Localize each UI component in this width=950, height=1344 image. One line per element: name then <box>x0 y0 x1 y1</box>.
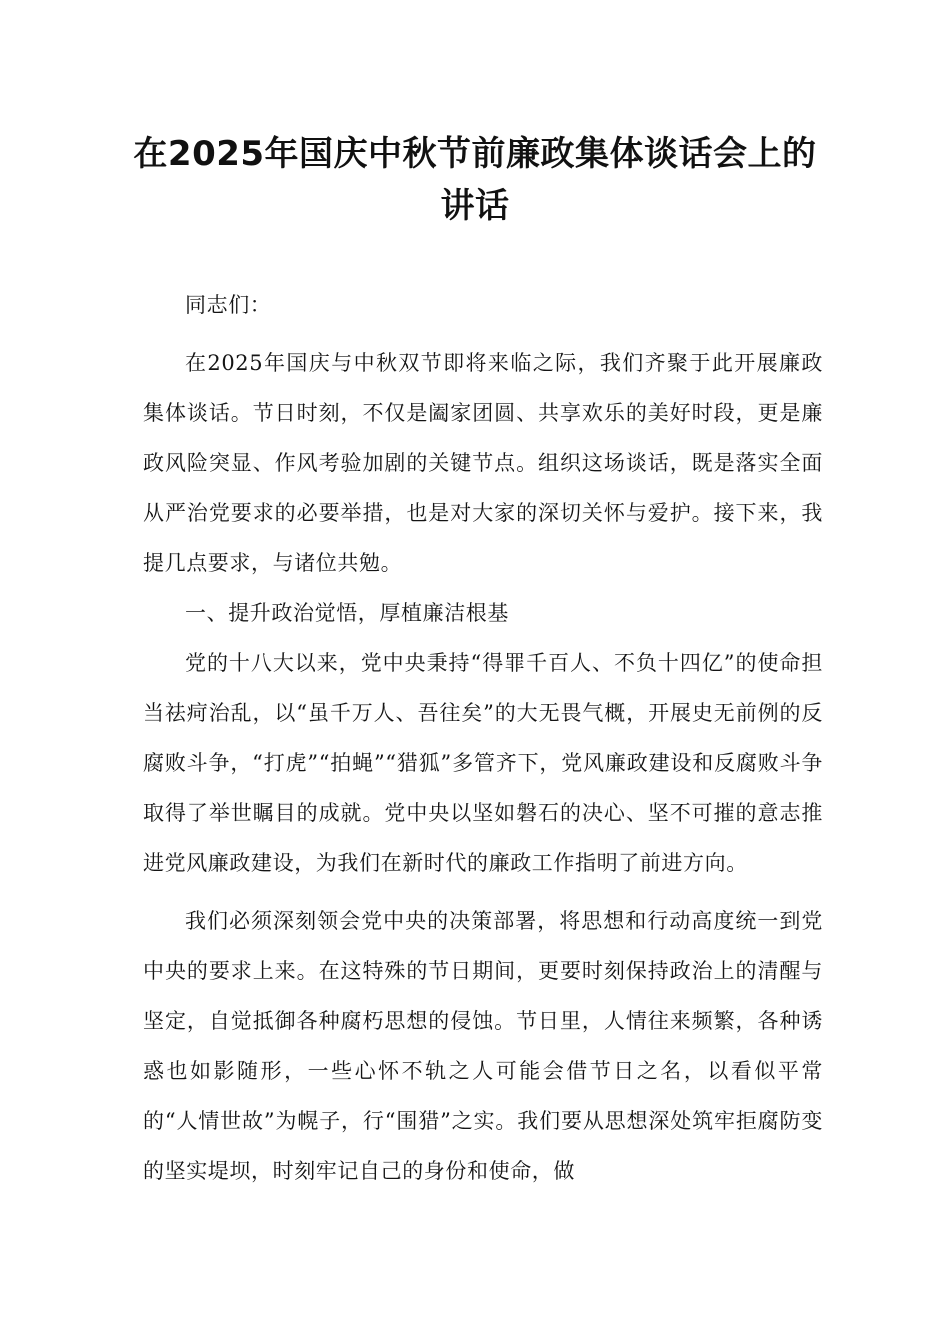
document-body <box>143 280 823 1196</box>
spacer <box>143 330 823 338</box>
intro-paragraph: 在2025年国庆与中秋双节即将来临之际，我们齐聚于此开展廉政集体谈话。节日时刻，不仅是阖家团圆、共享欢乐的美好时段，更是廉政风险突显、作风考验加剧的关键节点。组织这场谈话，既是落实全面从严治党要求的必要举措，也是对大家的深切关怀与爱护。接下来，我提几点要求，与诸位共勉。 <box>143 351 823 575</box>
section-1-paragraph-1: 党的十八大以来，党中央秉持“得罪千百人、不负十四亿”的使命担当祛疴治乱，以“虽千万人、吾往矣”的大无畏气概，开展史无前例的反腐败斗争，“打虎”“拍蝇”“猎狐”多管齐下，党风廉政建设和反腐败斗争取得了举世瞩目的成就。党中央以坚如磐石的决心、坚不可摧的意志推进党风廉政建设，为我们在新时代的廉政工作指明了前进方向。 <box>143 651 823 875</box>
section-heading-1: 一、提升政治觉悟，厚植廉洁根基 <box>185 601 509 625</box>
document-title: 在2025年国庆中秋节前廉政集体谈话会上的讲话 <box>133 134 817 226</box>
spacer <box>143 888 823 896</box>
salutation: 同志们： <box>185 293 272 317</box>
section-1-paragraph-2: 我们必须深刻领会党中央的决策部署，将思想和行动高度统一到党中央的要求上来。在这特殊的节日期间，更要时刻保持政治上的清醒与坚定，自觉抵御各种腐朽思想的侵蚀。节日里，人情往来频繁，各种诱惑也如影随形，一些心怀不轨之人可能会借节日之名，以看似平常的“人情世故”为幌子，行“围猎”之实。我们要从思想深处筑牢拒腐防变的坚实堤坝，时刻牢记自己的身份和使命，做 <box>143 909 823 1183</box>
